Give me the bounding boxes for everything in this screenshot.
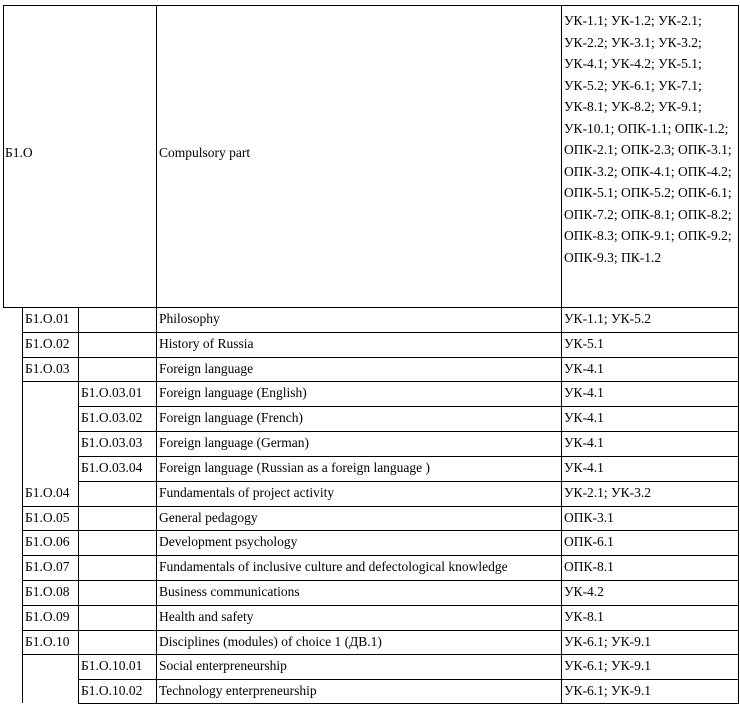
table-border: [22, 654, 23, 679]
row-competences: УК-1.1; УК-5.2: [564, 311, 651, 326]
table-border: [22, 357, 23, 381]
table-border: [738, 530, 739, 555]
table-border: [738, 555, 739, 580]
row-code: Б1.О.06: [25, 534, 70, 549]
table-border: [78, 679, 739, 680]
table-border: [561, 605, 562, 630]
table-border: [156, 307, 157, 332]
table-border: [561, 555, 562, 580]
row-competences: УК-6.1; УК-9.1: [564, 634, 651, 649]
row-code: Б1.О.09: [25, 609, 70, 624]
header-competences: УК-1.1; УК-1.2; УК-2.1; УК-2.2; УК-3.1; УК-3.2; УК-4.1; УК-4.2; УК-5.1; УК-5.2; УК-6.1; УК-7.1; УК-8.1; УК-8.2; УК-9.1; УК-10.1; ОПК-1.1; ОПК-1.2; ОПК-2.1; ОПК-2.3; ОПК-3.1; ОПК-3.2; ОПК-4.1; ОПК-4.2; ОПК-5.1; ОПК-5.2; ОПК-6.1; ОПК-7.2; ОПК-8.1; ОПК-8.2; ОПК-8.3; ОПК-9.1; ОПК-9.2; ОПК-9.3; ПК-1.2: [564, 13, 732, 265]
row-subcode: Б1.О.10.01: [81, 658, 143, 673]
table-border: [738, 481, 739, 506]
row-subcode: Б1.О.03.01: [81, 385, 143, 400]
row-code: Б1.О.07: [25, 559, 70, 574]
table-border: [738, 679, 739, 703]
row-competences: УК-4.1: [564, 385, 604, 400]
table-border: [78, 654, 79, 679]
row-name: Foreign language (English): [159, 385, 307, 400]
table-border: [78, 406, 79, 431]
row-competences: УК-6.1; УК-9.1: [564, 658, 651, 673]
row-name: General pedagogy: [159, 510, 258, 525]
table-border: [156, 5, 157, 307]
table-border: [738, 5, 739, 307]
row-competences: ОПК-8.1: [564, 559, 614, 574]
table-border: [561, 406, 562, 431]
header-name: Compulsory part: [159, 145, 251, 160]
table-border: [78, 555, 79, 580]
row-name: Business communications: [159, 584, 300, 599]
table-border: [78, 332, 79, 357]
table-border: [156, 406, 157, 431]
table-border: [561, 456, 562, 481]
table-border: [22, 654, 739, 655]
table-border: [156, 654, 157, 679]
table-border: [561, 530, 562, 555]
table-border: [156, 357, 157, 381]
table-border: [738, 307, 739, 332]
table-border: [22, 381, 739, 382]
table-border: [738, 580, 739, 605]
table-border: [22, 605, 23, 630]
table-border: [561, 679, 562, 703]
table-border: [78, 431, 739, 432]
table-border: [156, 456, 157, 481]
table-border: [78, 456, 739, 457]
table-border: [561, 654, 562, 679]
row-code: Б1.О.02: [25, 336, 70, 351]
table-border: [561, 357, 562, 381]
table-border: [561, 481, 562, 506]
table-border: [78, 506, 79, 530]
row-subcode: Б1.О.03.04: [81, 460, 143, 475]
table-border: [22, 630, 23, 654]
table-border: [3, 307, 739, 308]
row-name: Health and safety: [159, 609, 254, 624]
table-border: [22, 580, 739, 581]
row-name: Disciplines (modules) of choice 1 (ДВ.1): [159, 634, 382, 649]
table-border: [78, 679, 79, 703]
table-border: [22, 506, 739, 507]
row-competences: УК-2.1; УК-3.2: [564, 485, 651, 500]
table-border: [22, 605, 739, 606]
table-border: [156, 555, 157, 580]
table-border: [561, 332, 562, 357]
row-name: Fundamentals of inclusive culture and defectological knowledge: [159, 559, 508, 574]
row-name: Foreign language (German): [159, 435, 309, 450]
row-subcode: Б1.О.03.02: [81, 410, 143, 425]
table-border: [22, 555, 23, 580]
row-name: Social enterpreneurship: [159, 658, 287, 673]
row-code: Б1.О.04: [25, 485, 70, 500]
table-border: [22, 357, 739, 358]
header-code: Б1.О: [5, 145, 33, 160]
row-subcode: Б1.О.03.03: [81, 435, 143, 450]
table-border: [561, 580, 562, 605]
table-border: [22, 679, 23, 703]
table-border: [156, 679, 157, 703]
row-name: History of Russia: [159, 336, 254, 351]
row-competences: УК-6.1; УК-9.1: [564, 683, 651, 698]
table-border: [156, 605, 157, 630]
table-border: [738, 406, 739, 431]
row-name: Philosophy: [159, 311, 220, 326]
table-border: [78, 630, 79, 654]
table-border: [3, 5, 4, 307]
row-competences: УК-8.1: [564, 609, 604, 624]
row-code: Б1.О.03: [25, 361, 70, 376]
table-border: [22, 307, 23, 332]
table-border: [78, 307, 79, 332]
table-border: [78, 357, 79, 381]
table-border: [78, 580, 79, 605]
table-border: [738, 654, 739, 679]
table-border: [156, 481, 157, 506]
table-border: [22, 381, 23, 406]
row-competences: УК-4.2: [564, 584, 604, 599]
row-code: Б1.О.01: [25, 311, 70, 326]
table-border: [22, 431, 23, 456]
table-border: [78, 381, 79, 406]
row-competences: УК-5.1: [564, 336, 604, 351]
table-border: [738, 630, 739, 654]
table-border: [22, 332, 23, 357]
row-name: Foreign language: [159, 361, 254, 376]
row-code: Б1.О.10: [25, 634, 70, 649]
table-border: [156, 530, 157, 555]
table-border: [738, 332, 739, 357]
table-border: [156, 630, 157, 654]
row-competences: УК-4.1: [564, 460, 604, 475]
table-border: [561, 381, 562, 406]
table-border: [22, 506, 23, 530]
table-border: [22, 406, 23, 431]
row-competences: ОПК-6.1: [564, 534, 614, 549]
table-border: [22, 555, 739, 556]
table-border: [561, 431, 562, 456]
table-border: [738, 506, 739, 530]
table-border: [22, 332, 739, 333]
row-code: Б1.О.05: [25, 510, 70, 525]
table-border: [22, 630, 739, 631]
table-border: [3, 5, 739, 6]
table-border: [78, 456, 79, 481]
table-border: [78, 605, 79, 630]
table-border: [78, 406, 739, 407]
table-border: [561, 307, 562, 332]
row-competences: УК-4.1: [564, 410, 604, 425]
table-border: [22, 580, 23, 605]
row-competences: УК-4.1: [564, 361, 604, 376]
table-border: [156, 381, 157, 406]
row-name: Development psychology: [159, 534, 298, 549]
row-subcode: Б1.О.10.02: [81, 683, 143, 698]
table-border: [738, 605, 739, 630]
table-border: [22, 456, 23, 481]
table-border: [22, 530, 23, 555]
table-border: [156, 580, 157, 605]
table-border: [156, 506, 157, 530]
table-border: [78, 481, 739, 482]
row-name: Foreign language (French): [159, 410, 303, 425]
row-competences: ОПК-3.1: [564, 510, 614, 525]
table-border: [738, 381, 739, 406]
row-competences: УК-4.1: [564, 435, 604, 450]
row-name: Technology enterpreneurship: [159, 683, 317, 698]
table-border: [738, 456, 739, 481]
row-name: Foreign language (Russian as a foreign language ): [159, 460, 431, 475]
table-border: [78, 530, 79, 555]
table-border: [156, 332, 157, 357]
row-code: Б1.О.08: [25, 584, 70, 599]
table-border: [561, 5, 562, 307]
table-border: [561, 506, 562, 530]
table-border: [156, 431, 157, 456]
table-border: [738, 357, 739, 381]
table-border: [22, 481, 23, 506]
row-name: Fundamentals of project activity: [159, 485, 335, 500]
table-border: [78, 481, 79, 506]
table-border: [561, 630, 562, 654]
table-border: [78, 431, 79, 456]
table-border: [738, 431, 739, 456]
table-border: [22, 530, 739, 531]
